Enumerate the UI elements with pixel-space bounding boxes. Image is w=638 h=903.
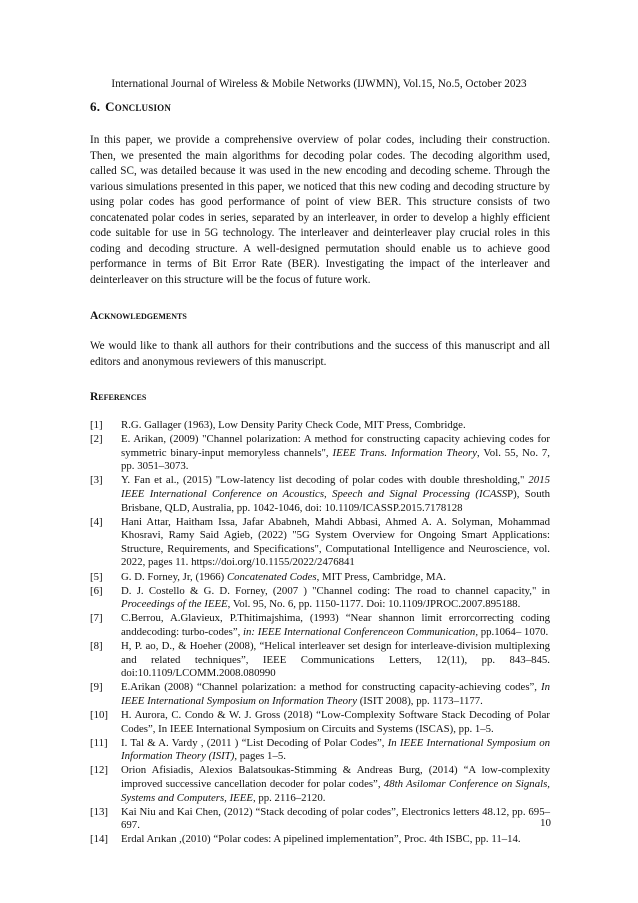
conclusion-heading	[90, 98, 550, 116]
reference-index: [1]	[90, 419, 103, 431]
reference-index: [9]	[90, 681, 103, 694]
page-number: 10	[540, 817, 551, 829]
acknowledgements-paragraph: We would like to thank all authors for their contributions and the success of this manuscript and all editors and anonymous reviewers of this manuscript.	[90, 340, 550, 368]
reference-item: [10] H. Aurora, C. Condo & W. J. Gross (2018) “Low-Complexity Software Stack Decoding of Polar Codes”, In IEEE International Symposium on Circuits and Systems (ISCAS), pp. 1–5.	[90, 708, 550, 735]
conclusion-paragraph: In this paper, we provide a comprehensive overview of polar codes, including their construction. Then, we presented the main algorithms for decoding polar codes. The decoding algorithm used, called SC, was detailed because it was used in the new encoding and decoding scheme. Through the various simulations presented in this paper, we noticed that this new coding and decoding structure by using polar codes has good performance of point of view BER. This structure consists of two concatenated polar codes in series, separated by an interleaver, in order to develop a highly efficient code suitable for use in 5G technology. The interleaver and deinterleaver play crucial roles in this coding and decoding structure. A well-designed permutation should enable us to achieve good performance in terms of Bit Error Rate (BER). Investigating the impact of the interleaver and deinterleaver on this structure will be the focus of future work.	[90, 134, 550, 286]
reference-index: [6]	[90, 584, 103, 597]
section-number: 6.	[90, 99, 101, 114]
reference-item: [2] E. Arikan, (2009) "Channel polarization: A method for constructing capacity achieving codes for symmetric binary-input memoryless channels", IEEE Trans. Information Theory, Vol. 55, No. 7, pp. 3051–3073.	[90, 433, 551, 473]
reference-item: [6] D. J. Costello & G. D. Forney, (2007 ) "Channel coding: The road to channel capacity," in Proceedings of the IEEE, Vol. 95, No. 6, pp. 1150-1177. Doi: 10.1109/JPROC.2007.895188.	[90, 584, 550, 611]
reference-index: [3]	[90, 474, 103, 487]
acknowledgements-heading: Acknowledgements	[90, 310, 187, 322]
reference-index: [2]	[90, 433, 103, 446]
reference-item: [4] Hani Attar, Haitham Issa, Jafar Ababneh, Mahdi Abbasi, Ahmed A. A. Solyman, Mohammad Khosravi, Ramy Said Agieb, (2022) "5G System Overview for Ongoing Smart Applications: Structure, Requirements, and Specifications", Computational Intelligence and Neuroscience, vol. 2022, pages 11. https://doi.org/10.1155/2022/2476841	[90, 515, 550, 569]
reference-item: [1] R.G. Gallager (1963), Low Density Parity Check Code, MIT Press, Combridge.	[90, 419, 466, 431]
reference-index: [14]	[90, 833, 108, 846]
reference-index: [10]	[90, 708, 108, 721]
reference-index: [13]	[90, 805, 108, 818]
reference-index: [4]	[90, 515, 103, 528]
reference-item: [11] I. Tal & A. Vardy , (2011 ) “List Decoding of Polar Codes”, In IEEE International Symposium on Information Theory (ISIT), pages 1–5.	[90, 736, 550, 763]
reference-index: [11]	[90, 736, 108, 749]
reference-item: [12] Orion Afisiadis, Alexios Balatsoukas-Stimming & Andreas Burg, (2014) “A low-complexity improved successive cancellation decoder for polar codes”, 48th Asilomar Conference on Signals, Systems and Computers, IEEE, pp. 2116–2120.	[90, 764, 551, 804]
reference-list	[90, 419, 550, 847]
reference-item: [14] Erdal Arıkan ,(2010) “Polar codes: A pipelined implementation”, Proc. 4th ISBC, pp. 11–14.	[90, 833, 521, 846]
reference-index: [12]	[90, 764, 108, 777]
section-title: Conclusion	[105, 99, 172, 114]
references-heading: References	[90, 391, 147, 403]
reference-index: [5]	[90, 570, 103, 583]
reference-index: [7]	[90, 612, 103, 625]
reference-index: [8]	[90, 640, 103, 652]
running-head: International Journal of Wireless & Mobile Networks (IJWMN), Vol.15, No.5, October 2023	[111, 78, 527, 90]
reference-item: [7] C.Berrou, A.Glavieux, P.Thitimajshima, (1993) “Near shannon limit errorcorrecting coding anddecoding: turbo-codes”, in: IEEE International Conferenceon Communication, pp.1064– 1070.	[90, 612, 550, 638]
reference-item: [3] Y. Fan et al., (2015) "Low-latency list decoding of polar codes with double thresholding," 2015 IEEE International Conference on Acoustics, Speech and Signal Processing (ICASSP), South Brisbane, QLD, Australia, pp. 1042-1046, doi: 10.1109/ICASSP.2015.7178128	[90, 474, 550, 514]
reference-item: [8] H, P. ao, D., & Hoeher (2008), “Helical interleaver set design for interleave-division multiplexing and related techniques”, IEEE Communications Letters, 12(11), pp. 843–845. doi:10.1109/LCOMM.2008.080990	[90, 640, 550, 680]
reference-item: [13] Kai Niu and Kai Chen, (2012) “Stack decoding of polar codes”, Electronics letters 48.12, pp. 695–697.	[90, 805, 550, 832]
reference-item: [9] E.Arikan (2008) “Channel polarization: a method for constructing capacity-achieving codes”, In IEEE International Symposium on Information Theory (ISIT 2008), pp. 1173–1177.	[90, 681, 550, 707]
page-body	[90, 98, 550, 847]
reference-item: [5] G. D. Forney, Jr, (1966) Concatenated Codes, MIT Press, Cambridge, MA.	[90, 570, 446, 583]
